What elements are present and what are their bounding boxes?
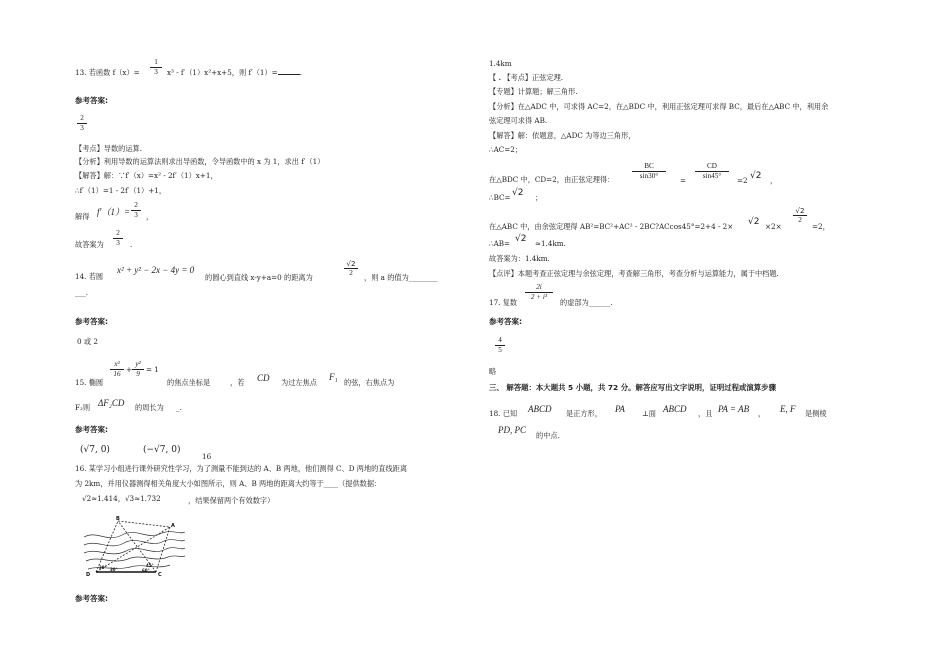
q18-t5: 是侧棱 xyxy=(805,409,827,418)
q16-cd-fraction xyxy=(695,162,729,181)
q13-kaodian: 【考点】导数的运算. xyxy=(75,144,142,153)
q15-eq1: = 1 xyxy=(146,365,159,374)
fig-angle-4: 60° xyxy=(142,568,150,573)
q15-cd: CD xyxy=(257,373,270,383)
q16-cd-num: CD xyxy=(707,162,717,170)
q15-answer2: (−√7, 0) xyxy=(143,445,181,455)
q13-stem-text: x³ - f′（1）x²+x+5，则 f′（1）= xyxy=(167,68,278,77)
q16-abc-sqrt: √2 xyxy=(748,217,760,227)
q15-y-fraction xyxy=(132,360,144,379)
q13-answer-fraction xyxy=(77,114,87,133)
q17-den: 2 + i³ xyxy=(530,293,548,301)
q18-t1: 是正方形， xyxy=(566,409,602,418)
fig-angle-1: 30° xyxy=(99,565,107,570)
q15-f1: F₁ xyxy=(329,372,338,382)
q18-t6: 的中点. xyxy=(536,431,560,440)
q15-pre: 15. 椭圆 xyxy=(75,378,104,387)
q17-num: 2i xyxy=(536,283,542,291)
q16-bc-fraction xyxy=(632,162,666,181)
q16-line1: 16. 某学习小组进行课外研究性学习，为了测量不能到达的 A、B 两地，他们测得 C、D 两地的直线距离 xyxy=(75,464,408,473)
q16-bc-sqrt: √2 xyxy=(512,188,524,198)
q16-abc-num: √2 xyxy=(795,206,805,215)
q16-line2: 为 2km，并用仪器测得相关角度大小如图所示，则 A、B 两地的距离大约等于____（提供数据： xyxy=(75,479,382,488)
q15-x-fraction xyxy=(110,360,124,379)
q17-answer-title: 参考答案: xyxy=(489,317,522,326)
q16-ac: ∴AC=2； xyxy=(489,145,523,154)
q13-step3-post: ， xyxy=(146,212,154,221)
q16-abc-fraction xyxy=(793,206,807,225)
q15-y-num: y² xyxy=(135,360,141,368)
q16-bdc-post: =2 xyxy=(737,176,748,185)
q15-f2-pre: F₂则 xyxy=(75,403,91,412)
q18-t2: ⊥面 xyxy=(642,409,656,418)
q15-x-num: x² xyxy=(114,360,120,368)
q13-stem-part2: x³ - f′（1）x²+x+5，则 f′（1）= . xyxy=(167,68,302,77)
q13-stem-part1: 13. 若函数 f（x）= xyxy=(75,68,140,77)
q13-step3-pre: 解得 xyxy=(75,212,90,221)
q15-blank: _. xyxy=(176,403,182,412)
q16-figure xyxy=(82,515,187,577)
q13-final-pre: 故答案为 xyxy=(75,240,104,249)
section3-title: 三、 解答题：本大题共 5 小题，共 72 分。解答应写出文字说明，证明过程或演算步骤 xyxy=(489,383,776,392)
q17-lue: 略 xyxy=(489,367,497,376)
q15-y-den: 9 xyxy=(136,370,140,378)
fig-label-A: A xyxy=(171,523,175,529)
q16-solution-answer: 1.4km xyxy=(489,59,512,68)
q13-step3-num: 2 xyxy=(134,201,138,209)
q13-coef-num: 1 xyxy=(154,58,158,66)
q15-answer-title: 参考答案: xyxy=(75,425,108,434)
q16-dianping: 【点评】本题考查正弦定理与余弦定理，考查解三角形，考查分析与运算能力，属于中档题. xyxy=(489,269,779,278)
q14-pre: 14. 若圆 xyxy=(75,272,104,281)
q17-ans-num: 4 xyxy=(498,336,502,344)
q13-ans-den: 3 xyxy=(80,124,84,132)
q13-step3-den: 3 xyxy=(134,211,138,219)
q16-answer-title: 参考答案: xyxy=(75,594,108,603)
q18-ef: E, F xyxy=(780,404,796,414)
q16-bdc-end: ， xyxy=(770,176,778,185)
q17-post: 的虚部为______. xyxy=(560,298,613,307)
q15-answer1: (√7, 0) xyxy=(80,445,110,455)
river-wave-1 xyxy=(84,532,185,538)
q16-cd-den: sin45° xyxy=(702,172,722,180)
q14-cont: ___. xyxy=(75,288,89,297)
q16-ab-pre: ∴AB= xyxy=(489,239,511,248)
q18-pa: PA xyxy=(615,404,625,414)
q15-x-den: 16 xyxy=(113,370,121,378)
q13-final-fraction xyxy=(113,229,123,248)
q18-abcd2: ABCD xyxy=(663,404,687,414)
q14-answer-title: 参考答案: xyxy=(75,317,108,326)
q18-eq: PA = AB xyxy=(718,404,750,414)
q16-sqrt-data: √2≈1.414，√3≈1.732 xyxy=(82,494,161,503)
q13-final-den: 3 xyxy=(116,239,120,247)
q13-stem xyxy=(75,68,140,77)
q13-final-post: . xyxy=(130,240,133,249)
q16-fenxi2: 弦定理可求得 AB. xyxy=(489,116,548,125)
q14-post: ，则 a 的值为________ xyxy=(364,273,438,282)
q13-coef-fraction xyxy=(150,58,162,77)
q16-kaodian: 【 . 【考点】正弦定理. xyxy=(489,73,564,82)
q16-ab-post: ≈1.4km. xyxy=(535,239,566,248)
q18-abcd: ABCD xyxy=(528,404,552,414)
q16-jieda: 【解答】解：依题意，△ADC 为等边三角形， xyxy=(489,131,636,140)
q16-bc-pre: ∴BC= xyxy=(489,193,511,202)
line-BA xyxy=(118,521,170,527)
line-AC xyxy=(156,527,170,572)
q16-abc-mid: ×2× xyxy=(765,222,782,231)
q14-distance-fraction xyxy=(344,259,358,278)
q16-bdc-eq: = xyxy=(680,176,687,185)
q16-abc-den: 2 xyxy=(798,216,802,224)
river-wave-4 xyxy=(86,556,185,561)
q17-pre: 17. 复数 xyxy=(489,298,518,307)
q18-pdpc: PD, PC xyxy=(498,425,526,435)
q16-bc-num: BC xyxy=(644,162,654,170)
q16-bc-den: sin30° xyxy=(639,172,659,180)
q13-fenxi: 【分析】利用导数的运算法则求出导函数，令导函数中的 x 为 1，求出 f′（1） xyxy=(75,157,325,166)
q14-dist-num: √2 xyxy=(346,259,356,268)
q15-mid1: 的焦点坐标是 xyxy=(167,378,211,387)
q13-answer-title: 参考答案: xyxy=(75,96,108,105)
fig-angle-3: 45° xyxy=(146,563,154,568)
q15-mid2: ，若 xyxy=(230,378,245,387)
q17-fraction xyxy=(525,283,553,302)
q16-fenxi1: 【分析】在△ADC 中，可求得 AC=2，在△BDC 中，利用正弦定理可求得 BC，最后在△ABC 中，利用余 xyxy=(489,102,829,111)
q13-final-num: 2 xyxy=(116,229,120,237)
fig-label-C: C xyxy=(158,572,162,577)
q17-ans-den: 5 xyxy=(498,346,502,354)
river-wave-3 xyxy=(84,548,185,554)
q16-abc-pre: 在△ABC 中，由余弦定理得 AB²=BC²+AC² - 2BC?ACcos45°=2+4 - 2× xyxy=(489,222,734,231)
q16-ab-sqrt: √2 xyxy=(515,234,527,244)
q18-t4: ， xyxy=(758,409,766,418)
fig-label-D: D xyxy=(86,572,91,577)
line-DA xyxy=(96,527,170,572)
q16-bc-post: ； xyxy=(535,193,543,202)
q13-coef-den: 3 xyxy=(154,68,158,76)
q16-abc-post: =2， xyxy=(812,222,830,231)
q14-equation: x² + y² − 2x − 4y = 0 xyxy=(117,265,195,275)
q16-kaodian-text: 【考点】正弦定理. xyxy=(503,73,564,82)
q15-answer3: 16 xyxy=(202,452,212,461)
q13-jieda: 【解答】解：∵f′（x）=x² - 2f′（1）x+1， xyxy=(75,171,218,180)
q15-mid3: 为过左焦点 xyxy=(281,378,317,387)
q18-t3: ，且 xyxy=(698,409,713,418)
q15-f2-post: 的周长为 xyxy=(135,403,164,412)
q18-pre: 18. 已知 xyxy=(489,409,518,418)
q14-dist-den: 2 xyxy=(349,269,353,277)
fig-angle-2: 30° xyxy=(110,567,118,572)
q14-mid: 的圆心到直线 x-y+a=0 的距离为 xyxy=(205,273,313,282)
q15-triangle: ΔF₂CD xyxy=(98,398,125,408)
q16-final: 故答案为：1.4km. xyxy=(489,254,550,263)
q15-plus: + xyxy=(126,365,133,374)
q16-bdc-sqrt: √2 xyxy=(750,171,762,181)
q13-step3-fraction xyxy=(131,201,141,220)
fig-label-B: B xyxy=(116,516,120,522)
q17-answer-fraction xyxy=(495,336,505,355)
q15-mid4: 的弦，右焦点为 xyxy=(344,378,395,387)
q13-step3-expr: f′（1）= xyxy=(97,207,131,217)
q16-bdc-pre: 在△BDC 中，CD=2，由正弦定理得： xyxy=(489,175,615,184)
q13-step2: ∴f′（1）=1 - 2f′（1）+1， xyxy=(75,186,167,195)
q14-answer: 0 或 2 xyxy=(77,337,98,346)
q13-blank xyxy=(278,68,300,75)
q16-line3-post: ，结果保留两个有效数字） xyxy=(188,496,275,505)
q16-zhuanti: 【专题】计算题；解三角形. xyxy=(489,87,578,96)
q13-ans-num: 2 xyxy=(80,114,84,122)
